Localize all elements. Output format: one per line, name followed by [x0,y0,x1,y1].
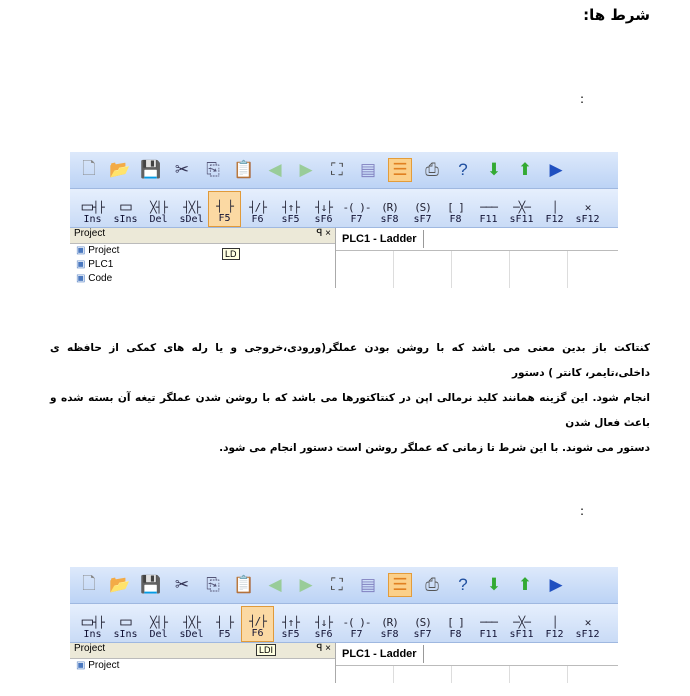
ladder-symbol-icon: ┤↓├ [315,616,332,629]
tab-plc1-ladder[interactable]: PLC1 - Ladder [336,230,424,248]
tree-item[interactable]: ▣ Project [76,660,120,671]
ladder-button-f7[interactable]: -( )- F7 [342,201,371,225]
ladder-symbol-icon: (S) [414,616,431,629]
ladder-button-sf12[interactable]: ✕ sF12 [575,616,600,640]
project-panel [70,228,336,288]
colon: : [580,92,585,106]
ladder-symbol-icon: ─╳─ [513,201,530,214]
ladder-button-sins[interactable]: ⊏⊐ sIns [113,201,138,225]
cut-icon[interactable]: ✂ [174,160,190,179]
ladder-button-sins[interactable]: ⊏⊐ sIns [113,616,138,640]
copy-icon[interactable]: ⎘ [206,575,220,594]
ladder-symbol-icon: (S) [414,201,431,214]
ladder-button-sf11[interactable]: ─╳─ sF11 [509,616,534,640]
ladder-button-f6[interactable]: ┤/├ F6 [241,606,274,642]
copy-icon[interactable]: ⎘ [206,160,220,179]
help-icon[interactable]: ? [458,575,468,594]
pin-close-icons[interactable]: ꟼ × [316,643,331,654]
binoculars-icon[interactable]: ⛶ [331,575,343,594]
pin-close-icons[interactable]: ꟼ × [316,228,331,239]
colon: : [580,504,585,518]
ladder-toolbar [70,189,618,228]
tooltip: LD [222,248,240,260]
ladder-symbol-icon: -( )- [342,616,371,629]
tree-item[interactable]: ▣ Code [76,273,113,284]
paragraph-line: کنتاکت باز بدین معنی می باشد که با روشن بودن عملگر(ورودی،خروجی و یا رله های کمکی از حافظه ی داخلی،تایمر، کانتر ) دستور [50,342,650,379]
save-icon[interactable]: 💾 [140,575,162,594]
document-icon: ▣ [76,259,86,270]
ladder-button-del[interactable]: ╳┤├ Del [149,616,168,640]
document-icon: ▣ [76,660,86,671]
ladder-symbol-icon: │ [551,201,558,214]
ladder-button-f8[interactable]: [ ] F8 [447,616,464,640]
paragraph [50,336,650,461]
ladder-symbol-icon: ─╳─ [513,616,530,629]
forward-arrow-icon[interactable]: ▶ [299,575,313,594]
ladder-button-f5[interactable]: ┤ ├ F5 [216,616,233,640]
ladder-button-sf5[interactable]: ┤↑├ sF5 [281,616,300,640]
ladder-button-sf6[interactable]: ┤↓├ sF6 [314,201,333,225]
tree-item[interactable]: ▣ PLC1 [76,259,114,270]
ladder-button-sdel[interactable]: ┤╳├ sDel [179,201,204,225]
ladder-view-icon[interactable]: ☰ [388,573,412,597]
ladder-symbol-icon: ╳┤├ [150,201,167,214]
paste-icon[interactable]: 📋 [233,160,255,179]
panel-title: Project [74,228,106,239]
new-file-icon[interactable]: 🗋 [82,573,96,593]
ladder-symbol-icon: ⊏⊐┤├ [81,201,104,214]
ladder-symbol-icon: ┤ ├ [216,200,233,213]
ladder-button-sf7[interactable]: (S) sF7 [413,616,432,640]
ladder-button-sf7[interactable]: (S) sF7 [413,201,432,225]
ladder-symbol-icon: ┤/├ [249,201,266,214]
ladder-button-f6[interactable]: ┤/├ F6 [249,201,266,225]
upload-arrow-icon[interactable]: ⬆ [517,160,533,179]
run-icon[interactable]: ▶ [549,575,563,594]
forward-arrow-icon[interactable]: ▶ [299,160,313,179]
paragraph-line: دستور می شوند. با این شرط تا زمانی که عملگر روشن است دستور انجام می شود. [219,442,650,454]
ladder-symbol-icon: [ ] [447,616,464,629]
ladder-symbol-icon: │ [551,616,558,629]
open-folder-icon[interactable]: 📂 [109,160,131,179]
paragraph-line: انجام شود. این گزینه همانند کلید نرمالی اپن در کنتاکتورها می باشد که با روشن شدن عملگر تیغه آن بسته شده و باعث فعال شدن [50,392,650,429]
cut-icon[interactable]: ✂ [174,575,190,594]
ladder-button-f7[interactable]: -( )- F7 [342,616,371,640]
ladder-symbol-icon: ┤↑├ [282,616,299,629]
back-arrow-icon[interactable]: ◀ [268,160,282,179]
paste-icon[interactable]: 📋 [233,575,255,594]
ladder-symbol-icon: ✕ [584,201,591,214]
ladder-button-sdel[interactable]: ┤╳├ sDel [179,616,204,640]
main-toolbar [70,567,618,604]
ladder-button-sf12[interactable]: ✕ sF12 [575,201,600,225]
ladder-symbol-icon: ─── [480,201,497,214]
screenshot-ld [70,152,618,290]
download-arrow-icon[interactable]: ⬇ [486,160,502,179]
run-icon[interactable]: ▶ [549,160,563,179]
ladder-symbol-icon: ┤↑├ [282,201,299,214]
ladder-editor [336,643,618,683]
ladder-symbol-icon: (R) [381,616,398,629]
back-arrow-icon[interactable]: ◀ [268,575,282,594]
ladder-button-sf8[interactable]: (R) sF8 [380,201,399,225]
main-toolbar [70,152,618,189]
ladder-button-ins[interactable]: ⊏⊐┤├ Ins [81,201,104,225]
ladder-symbol-icon: ┤╳├ [183,616,200,629]
print-icon[interactable]: ⎙ [425,160,439,179]
binoculars-icon[interactable]: ⛶ [331,160,343,179]
window-icon[interactable]: ▤ [359,575,377,594]
save-icon[interactable]: 💾 [140,160,162,179]
ladder-button-f11[interactable]: ─── F11 [479,201,498,225]
screenshot-ldi [70,567,618,683]
window-icon[interactable]: ▤ [359,160,377,179]
ladder-button-sf6[interactable]: ┤↓├ sF6 [314,616,333,640]
ladder-symbol-icon: ╳┤├ [150,616,167,629]
ladder-editor [336,228,618,288]
ladder-symbol-icon: ┤↓├ [315,201,332,214]
tree-item[interactable]: ▣ Project [76,245,120,256]
help-icon[interactable]: ? [458,160,468,179]
ladder-button-f12[interactable]: │ F12 [545,616,564,640]
panel-title: Project [74,643,106,654]
project-panel [70,643,336,683]
ladder-button-sf11[interactable]: ─╳─ sF11 [509,201,534,225]
ladder-toolbar [70,604,618,643]
tab-plc1-ladder[interactable]: PLC1 - Ladder [336,645,424,663]
download-arrow-icon[interactable]: ⬇ [486,575,502,594]
new-file-icon[interactable]: 🗋 [82,158,96,178]
ladder-button-sf5[interactable]: ┤↑├ sF5 [281,201,300,225]
ladder-symbol-icon: ⊏⊐ [119,201,132,214]
ladder-symbol-icon: -( )- [342,201,371,214]
tooltip: LDI [256,644,276,656]
ladder-button-ins[interactable]: ⊏⊐┤├ Ins [81,616,104,640]
ladder-button-f12[interactable]: │ F12 [545,201,564,225]
ladder-button-f11[interactable]: ─── F11 [479,616,498,640]
ladder-symbol-icon: ✕ [584,616,591,629]
ladder-symbol-icon: ┤╳├ [183,201,200,214]
ladder-symbol-icon: [ ] [447,201,464,214]
ladder-symbol-icon: ┤/├ [249,615,266,628]
ladder-view-icon[interactable]: ☰ [388,158,412,182]
ladder-button-del[interactable]: ╳┤├ Del [149,201,168,225]
document-icon: ▣ [76,245,86,256]
heading: شرط ها: [583,6,650,24]
ladder-symbol-icon: (R) [381,201,398,214]
ladder-symbol-icon: ⊏⊐ [119,616,132,629]
document-icon: ▣ [76,273,86,284]
ladder-button-f5[interactable]: ┤ ├ F5 [208,191,241,227]
print-icon[interactable]: ⎙ [425,575,439,594]
upload-arrow-icon[interactable]: ⬆ [517,575,533,594]
ladder-symbol-icon: ─── [480,616,497,629]
open-folder-icon[interactable]: 📂 [109,575,131,594]
ladder-symbol-icon: ┤ ├ [216,616,233,629]
ladder-grid[interactable] [336,250,618,288]
ladder-symbol-icon: ⊏⊐┤├ [81,616,104,629]
ladder-button-sf8[interactable]: (R) sF8 [380,616,399,640]
ladder-button-f8[interactable]: [ ] F8 [447,201,464,225]
ladder-grid[interactable] [336,665,618,683]
